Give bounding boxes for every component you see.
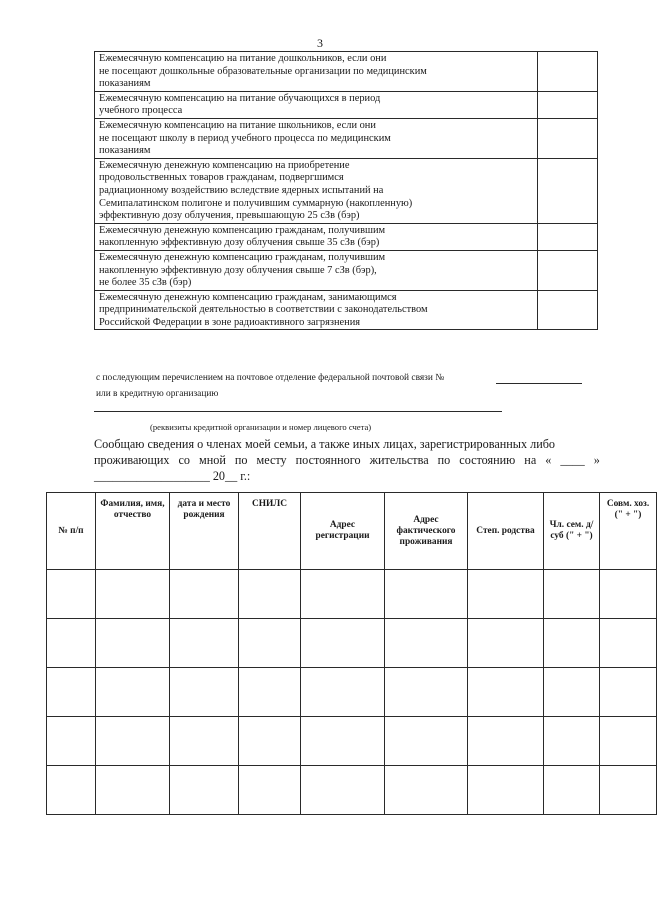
family-table-cell[interactable] <box>600 619 657 668</box>
family-table-cell[interactable] <box>170 766 239 815</box>
compensation-select-cell[interactable] <box>538 158 598 223</box>
family-members-table <box>46 492 657 815</box>
report-word: ____ <box>560 453 585 467</box>
family-table-row <box>47 570 657 619</box>
compensation-row <box>95 158 598 223</box>
family-table-header-cell: Фамилия, имя, отчество <box>96 493 170 570</box>
family-table-cell[interactable] <box>96 717 170 766</box>
compensation-select-cell[interactable] <box>538 223 598 250</box>
report-word: постоянного <box>295 453 361 467</box>
compensation-label-line: Ежемесячную компенсацию на питание дошкольников, если они <box>99 53 387 64</box>
compensation-label-line: не посещают дошкольные образовательные организации по медицинским <box>99 65 427 77</box>
family-table-cell[interactable] <box>301 570 385 619</box>
compensation-label <box>95 91 538 118</box>
compensation-label-line: Ежемесячную денежную компенсацию гражданам, получившим <box>99 224 386 236</box>
family-table-cell[interactable] <box>47 766 96 815</box>
family-table-cell[interactable] <box>468 570 544 619</box>
report-line-3: ___________________ 20__ г.: <box>94 469 251 483</box>
family-table-cell[interactable] <box>544 766 600 815</box>
compensation-row <box>95 91 598 118</box>
credit-org-text: или в кредитную организацию <box>96 389 219 399</box>
compensation-select-cell[interactable] <box>538 290 598 330</box>
family-table-row <box>47 766 657 815</box>
family-table-cell[interactable] <box>468 717 544 766</box>
report-word: по <box>234 453 248 467</box>
family-table-cell[interactable] <box>239 766 301 815</box>
family-table-cell[interactable] <box>385 619 468 668</box>
compensation-row <box>95 250 598 290</box>
family-table-cell[interactable] <box>301 619 385 668</box>
family-table-header-cell: Степ. родства <box>468 493 544 570</box>
compensation-label <box>95 52 538 92</box>
compensation-label-line: накопленную эффективную дозу облучения свыше 35 сЗв (бэр) <box>99 237 380 249</box>
compensation-label-line: не посещают школу в период учебного процесса по медицинским <box>99 132 391 144</box>
family-table-cell[interactable] <box>600 766 657 815</box>
family-table-cell[interactable] <box>468 619 544 668</box>
family-table-cell[interactable] <box>47 619 96 668</box>
family-table-header-cell: Адрес фактического проживания <box>385 493 468 570</box>
compensation-label-line: Российской Федерации в зоне радиоактивного загрязнения <box>99 316 361 328</box>
report-line-1: Сообщаю сведения о членах моей семьи, а также иных лицах, зарегистрированных либо <box>94 437 556 451</box>
family-table-cell[interactable] <box>239 668 301 717</box>
family-table-cell[interactable] <box>170 619 239 668</box>
family-table-cell[interactable] <box>385 570 468 619</box>
page-number: 3 <box>317 36 323 50</box>
family-table-cell[interactable] <box>385 717 468 766</box>
compensation-label <box>95 290 538 330</box>
credit-org-field[interactable] <box>94 411 502 412</box>
family-table-cell[interactable] <box>47 570 96 619</box>
compensation-row <box>95 118 598 158</box>
family-table-cell[interactable] <box>47 668 96 717</box>
family-table-cell[interactable] <box>170 570 239 619</box>
compensation-label <box>95 250 538 290</box>
compensation-label-line: не более 35 сЗв (бэр) <box>99 277 192 289</box>
family-table-cell[interactable] <box>600 717 657 766</box>
compensation-label-line: показаниям <box>99 145 151 157</box>
compensation-select-cell[interactable] <box>538 91 598 118</box>
compensation-label-line: Ежемесячную денежную компенсацию гражданам, занимающимся <box>99 291 397 303</box>
compensation-select-cell[interactable] <box>538 52 598 92</box>
compensation-label-line: Ежемесячную компенсацию на питание обучающихся в период <box>99 92 381 104</box>
family-table-header-cell: СНИЛС <box>239 493 301 570</box>
compensation-label <box>95 223 538 250</box>
family-table-header-cell: Адрес регистрации <box>301 493 385 570</box>
family-table-header-cell: Чл. сем. д/суб (" + ") <box>544 493 600 570</box>
family-table-cell[interactable] <box>301 766 385 815</box>
family-table-header <box>47 493 657 570</box>
family-table-cell[interactable] <box>385 668 468 717</box>
family-table-cell[interactable] <box>239 570 301 619</box>
report-word: состоянию <box>459 453 516 467</box>
family-table-header-cell: дата и место рождения <box>170 493 239 570</box>
report-word: со <box>178 453 190 467</box>
compensation-label-line: эффективную дозу облучения, превышающую 25 сЗв (бэр) <box>99 210 360 222</box>
family-table-cell[interactable] <box>96 570 170 619</box>
family-table-row <box>47 717 657 766</box>
family-table-cell[interactable] <box>239 619 301 668</box>
family-table-row <box>47 668 657 717</box>
compensation-label-line: Ежемесячную денежную компенсацию на приобретение <box>99 159 350 171</box>
compensation-table <box>94 51 598 330</box>
family-table-cell[interactable] <box>544 668 600 717</box>
family-table-cell[interactable] <box>600 668 657 717</box>
compensation-label-line: учебного процесса <box>99 105 183 117</box>
family-table-cell[interactable] <box>544 619 600 668</box>
report-line-2 <box>94 452 600 468</box>
family-table-cell[interactable] <box>239 717 301 766</box>
family-table-cell[interactable] <box>544 717 600 766</box>
family-table-cell[interactable] <box>96 766 170 815</box>
report-word: на <box>524 453 537 467</box>
compensation-label <box>95 118 538 158</box>
family-table-cell[interactable] <box>170 668 239 717</box>
report-word: месту <box>256 453 287 467</box>
family-table-cell[interactable] <box>96 619 170 668</box>
family-table-row <box>47 619 657 668</box>
compensation-label-line: показаниям <box>99 78 151 90</box>
family-report-text <box>94 436 600 484</box>
credit-org-caption: (реквизиты кредитной организации и номер лицевого счета) <box>150 422 372 432</box>
family-table-header-cell: Совм. хоз. (" + ") <box>600 493 657 570</box>
family-table-cell[interactable] <box>96 668 170 717</box>
report-word: проживающих <box>94 453 170 467</box>
compensation-label-line: предпринимательской деятельностью в соответствии с законодательством <box>99 304 428 316</box>
compensation-row <box>95 223 598 250</box>
report-word: « <box>545 453 552 467</box>
report-word: жительства <box>369 453 429 467</box>
compensation-label-line: Семипалатинском полигоне и получившим суммарную (накопленную) <box>99 197 413 209</box>
family-table-cell[interactable] <box>468 766 544 815</box>
compensation-label <box>95 158 538 223</box>
family-table-cell[interactable] <box>47 717 96 766</box>
compensation-label-line: радиационному воздействию вследствие ядерных испытаний на <box>99 184 384 196</box>
family-table-cell[interactable] <box>385 766 468 815</box>
compensation-row <box>95 52 598 92</box>
compensation-label-line: Ежемесячную денежную компенсацию гражданам, получившим <box>99 251 386 263</box>
family-table-header-cell: № п/п <box>47 493 96 570</box>
compensation-row <box>95 290 598 330</box>
family-table-cell[interactable] <box>600 570 657 619</box>
compensation-label-line: Ежемесячную компенсацию на питание школьников, если они <box>99 119 376 131</box>
family-table-cell[interactable] <box>301 668 385 717</box>
family-table-cell[interactable] <box>468 668 544 717</box>
postal-transfer-text: с последующим перечислением на почтовое отделение федеральной почтовой связи № <box>96 373 445 383</box>
compensation-select-cell[interactable] <box>538 118 598 158</box>
postal-office-number-field[interactable] <box>496 383 582 384</box>
report-word: » <box>593 453 600 467</box>
family-table-cell[interactable] <box>170 717 239 766</box>
compensation-label-line: накопленную эффективную дозу облучения свыше 7 сЗв (бэр), <box>99 264 377 276</box>
report-word: мной <box>199 453 226 467</box>
family-table-cell[interactable] <box>301 717 385 766</box>
compensation-label-line: продовольственных товаров гражданам, подвергшимся <box>99 172 344 184</box>
family-table-cell[interactable] <box>544 570 600 619</box>
compensation-select-cell[interactable] <box>538 250 598 290</box>
report-word: по <box>437 453 451 467</box>
